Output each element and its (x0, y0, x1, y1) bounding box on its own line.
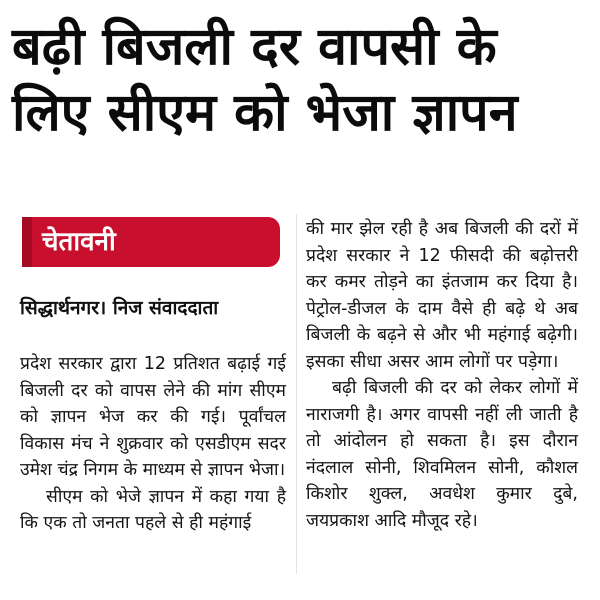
section-label-text: चेतावनी (42, 227, 116, 257)
article-paragraph-2: सीएम को भेजे ज्ञापन में कहा गया है कि एक तो जनता पहले से ही महंगाई (20, 486, 286, 533)
dateline-city: सिद्धार्थनगर। (20, 297, 107, 319)
section-label-banner (22, 217, 280, 267)
column-divider (296, 214, 297, 574)
article-paragraph-1: प्रदेश सरकार द्वारा 12 प्रतिशत बढ़ाई गई बिजली दर को वापस लेने की मांग सीएम को ज्ञापन भेज कर की गई। पूर्वांचल विकास मंच ने शुक्रवार को एसडीएम सदर उमेश चंद्र निगम के माध्यम से ज्ञापन भेजा। (20, 354, 286, 480)
headline-line-1: बढ़ी बिजली दर वापसी के (12, 17, 497, 77)
dateline (20, 295, 290, 321)
article-paragraph-3: की मार झेल रही है अब बिजली की दरों में प्रदेश सरकार ने 12 फीसदी की बढ़ोत्तरी कर कमर तोड़ने का इंतजाम कर दिया है। पेट्रोल-डीजल के दाम वैसे ही बढ़े थे अब बिजली के बढ़ने से और भी महंगाई बढ़ेगी। इसका सीधा असर आम लोगों पर पड़ेगा। (306, 219, 578, 372)
article-column-right (306, 216, 578, 534)
article-column-left (20, 351, 286, 537)
headline-line-2: लिए सीएम को भेजा ज्ञापन (12, 83, 518, 143)
section-label-accent (22, 217, 32, 267)
dateline-byline: निज संवाददाता (112, 297, 219, 319)
headline (12, 14, 592, 146)
article-paragraph-4: बढ़ी बिजली की दर को लेकर लोगों में नाराजगी है। अगर वापसी नहीं ली जाती है तो आंदोलन हो सकता है। इस दौरान नंदलाल सोनी, शिवमिलन सोनी, कौशल किशोर शुक्ल, अवधेश कुमार दुबे, जयप्रकाश आदि मौजूद रहे। (306, 378, 578, 531)
